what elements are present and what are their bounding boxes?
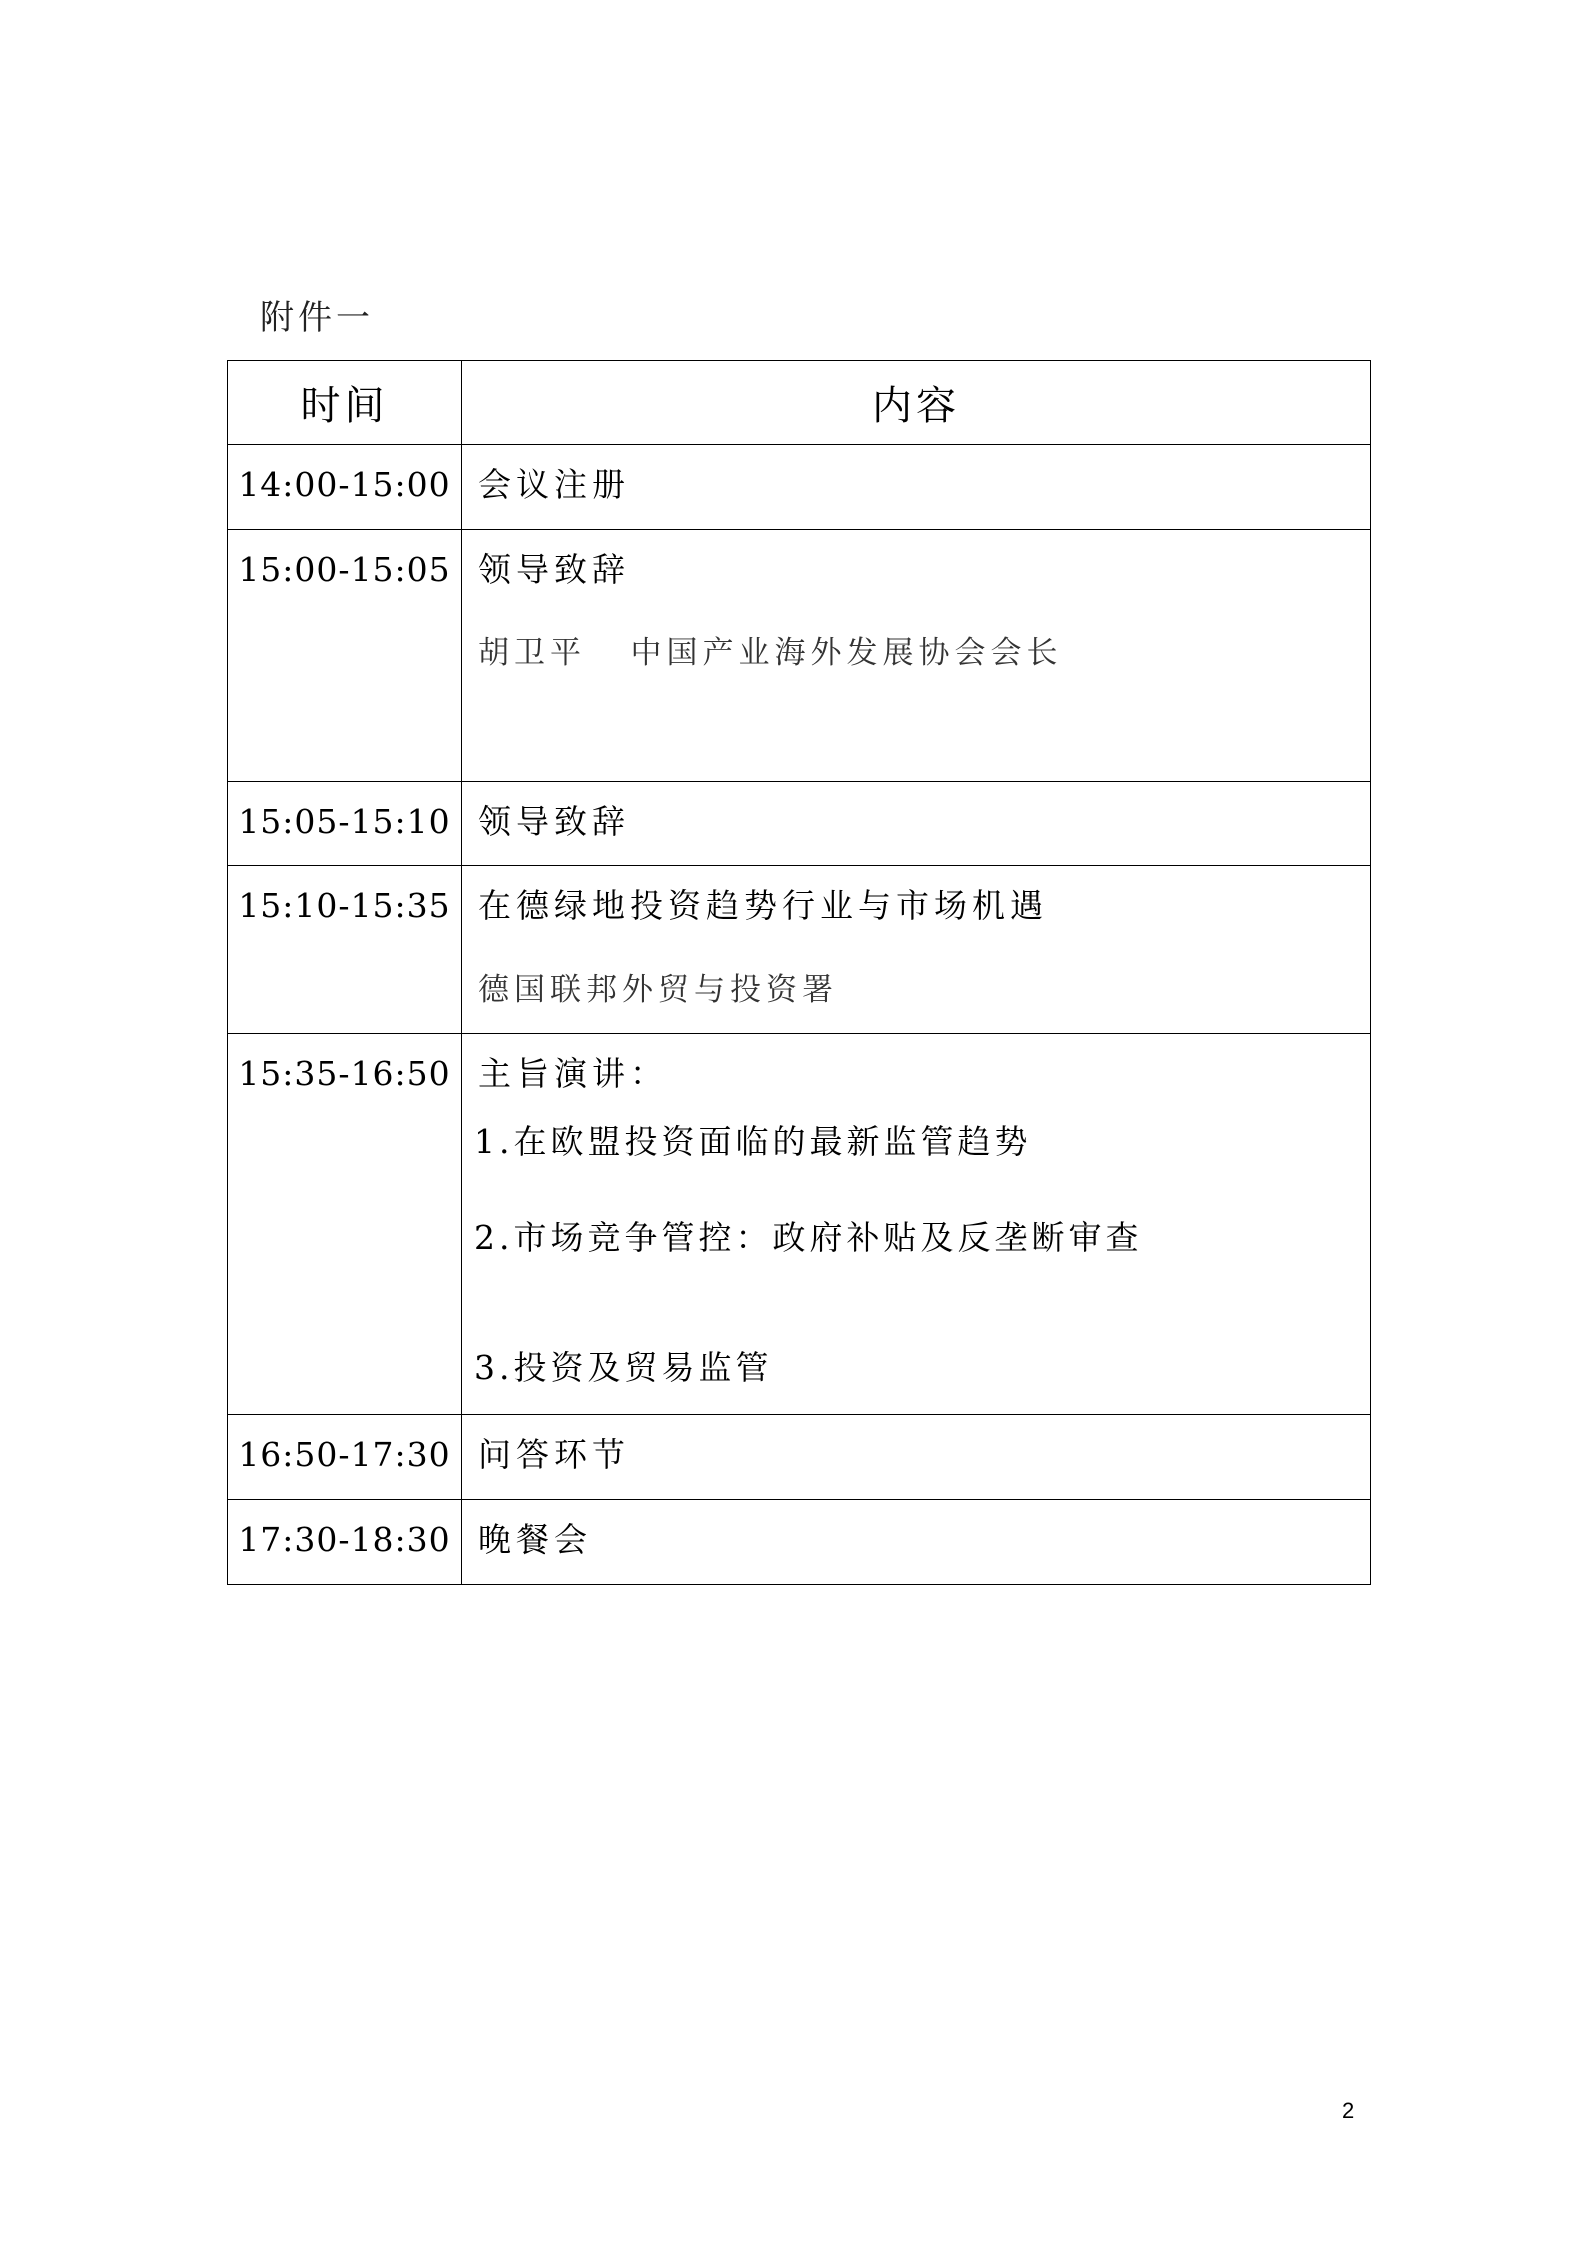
row-title: 主旨演讲： — [478, 1054, 668, 1093]
table-header-row — [228, 361, 1371, 445]
row-content — [462, 1500, 1371, 1585]
row-time: 16:50-17:30 — [228, 1415, 462, 1500]
agenda-table — [227, 360, 1371, 1585]
row-subtitle: 德国联邦外贸与投资署 — [478, 972, 838, 1008]
row-title: 在德绿地投资趋势行业与市场机遇 — [478, 886, 1048, 925]
row-time: 15:10-15:35 — [228, 866, 462, 1034]
list-item: 1.在欧盟投资面临的最新监管趋势 — [474, 1122, 1032, 1161]
row-time: 15:00-15:05 — [228, 530, 462, 782]
row-title: 问答环节 — [478, 1435, 630, 1474]
table-row — [228, 1500, 1371, 1585]
page-number: 2 — [1342, 2098, 1355, 2123]
row-content — [462, 782, 1371, 866]
row-title: 领导致辞 — [478, 802, 630, 841]
row-time: 14:00-15:00 — [228, 445, 462, 530]
list-item: 2.市场竞争管控：政府补贴及反垄断审查 — [474, 1218, 1143, 1257]
row-time: 15:05-15:10 — [228, 782, 462, 866]
row-title: 会议注册 — [478, 465, 630, 504]
row-title: 晚餐会 — [478, 1520, 592, 1559]
table-row — [228, 866, 1371, 1034]
row-content — [462, 1415, 1371, 1500]
list-item: 3.投资及贸易监管 — [474, 1348, 773, 1387]
table-row — [228, 530, 1371, 782]
row-content — [462, 530, 1371, 782]
row-time: 15:35-16:50 — [228, 1034, 462, 1415]
row-content — [462, 866, 1371, 1034]
header-time: 时间 — [228, 361, 462, 445]
row-content — [462, 1034, 1371, 1415]
table-row — [228, 445, 1371, 530]
header-content: 内容 — [462, 361, 1371, 445]
row-title: 领导致辞 — [478, 550, 630, 589]
table-row — [228, 1415, 1371, 1500]
row-content — [462, 445, 1371, 530]
attachment-label: 附件一 — [260, 298, 374, 338]
table-row — [228, 1034, 1371, 1415]
table-row — [228, 782, 1371, 866]
row-time: 17:30-18:30 — [228, 1500, 462, 1585]
row-subtitle: 胡卫平 中国产业海外发展协会会长 — [478, 635, 1063, 671]
